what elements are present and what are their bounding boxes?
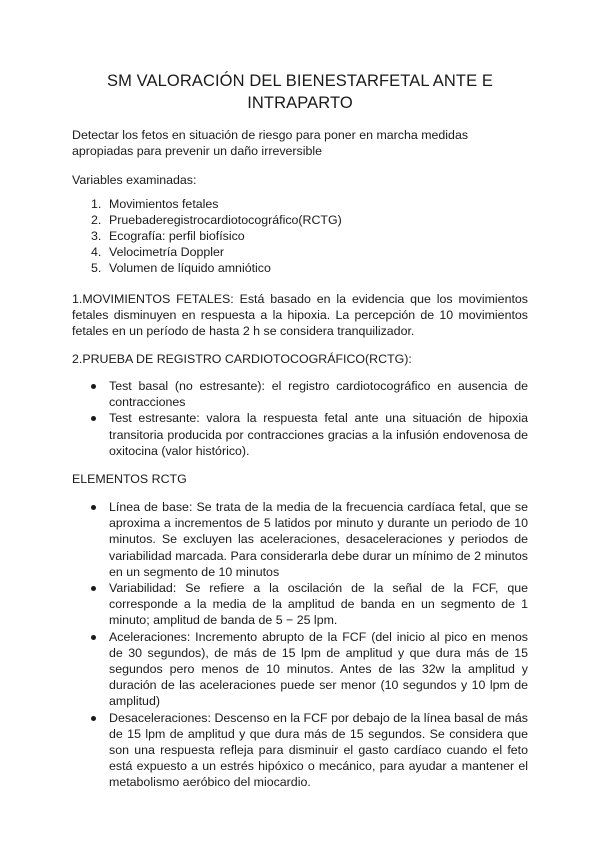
rctg-list [72, 378, 528, 459]
list-item: 5. Volumen de líquido amniótico [91, 261, 271, 275]
list-item: 1. Movimientos fetales [91, 197, 219, 211]
movimientos-paragraph: 1.MOVIMIENTOS FETALES: Está basado en la evidencia que los movimientos fetales disminuyen en respuesta a la hipoxia. La percepción de 10 movimientos fetales en un período de hasta 2 h se considera tranquilizador. [72, 292, 528, 339]
list-item: Línea de base: Se trata de la media de la frecuencia cardíaca fetal, que se aproxima a incrementos de 5 latidos por minuto y durante un periodo de 10 minutos. Se excluyen las aceleraciones, desaceleraciones y periodos de variabilidad marcada. Para considerarla debe durar un mínimo de 2 minutos en un segmento de 10 minutos [72, 499, 528, 580]
intro-paragraph: Detectar los fetos en situación de riesgo para poner en marcha medidas apropiadas para prevenir un daño irreversible [72, 128, 469, 159]
document-title: SM VALORACIÓN DEL BIENESTARFETAL ANTE E INTRAPARTO [107, 72, 493, 112]
list-item: Desaceleraciones: Descenso en la FCF por debajo de la línea basal de más de 15 lpm de amplitud y que dura más de 15 segundos. Se considera que son una respuesta refleja para disminuir el gasto cardíaco cuando el feto está expuesto a un estrés hipóxico o mecánico, para ayudar a mantener el metabolismo aeróbico del miocardio. [72, 710, 528, 791]
elementos-heading: ELEMENTOS RCTG [72, 472, 187, 486]
list-item: Test estresante: valora la respuesta fetal ante una situación de hipoxia transitoria producida por contracciones gracias a la infusión endovenosa de oxitocina (valor histórico). [72, 410, 528, 459]
variables-heading: Variables examinadas: [72, 173, 197, 187]
bullet-icon [91, 505, 96, 510]
bullet-icon [91, 586, 96, 591]
list-item: 2. Pruebaderegistrocardiotocográfico(RCTG) [91, 213, 342, 227]
list-item: Test basal (no estresante): el registro cardiotocográfico en ausencia de contracciones [72, 378, 528, 410]
bullet-icon [91, 635, 96, 640]
bullet-icon [91, 384, 96, 389]
bullet-icon [91, 416, 96, 421]
variables-list [72, 196, 528, 276]
list-item: Variabilidad: Se refiere a la oscilación de la señal de la FCF, que corresponde a la media de la amplitud de banda en un segmento de 1 minuto; amplitud de banda de 5 − 25 lpm. [72, 580, 528, 629]
list-item: Aceleraciones: Incremento abrupto de la FCF (del inicio al pico en menos de 30 segundos), de más de 15 lpm de amplitud y que dura más de 15 segundos pero menos de 10 minutos. Antes de las 32w la amplitud y duración de las aceleraciones puede ser menor (10 segundos y 10 lpm de amplitud) [72, 629, 528, 710]
list-item: 4. Velocimetría Doppler [91, 245, 225, 259]
list-item: 3. Ecografía: perfil biofísico [91, 229, 245, 243]
elementos-list [72, 499, 528, 791]
bullet-icon [91, 716, 96, 721]
rctg-heading: 2.PRUEBA DE REGISTRO CARDIOTOCOGRÁFICO(RCTG): [72, 352, 412, 366]
